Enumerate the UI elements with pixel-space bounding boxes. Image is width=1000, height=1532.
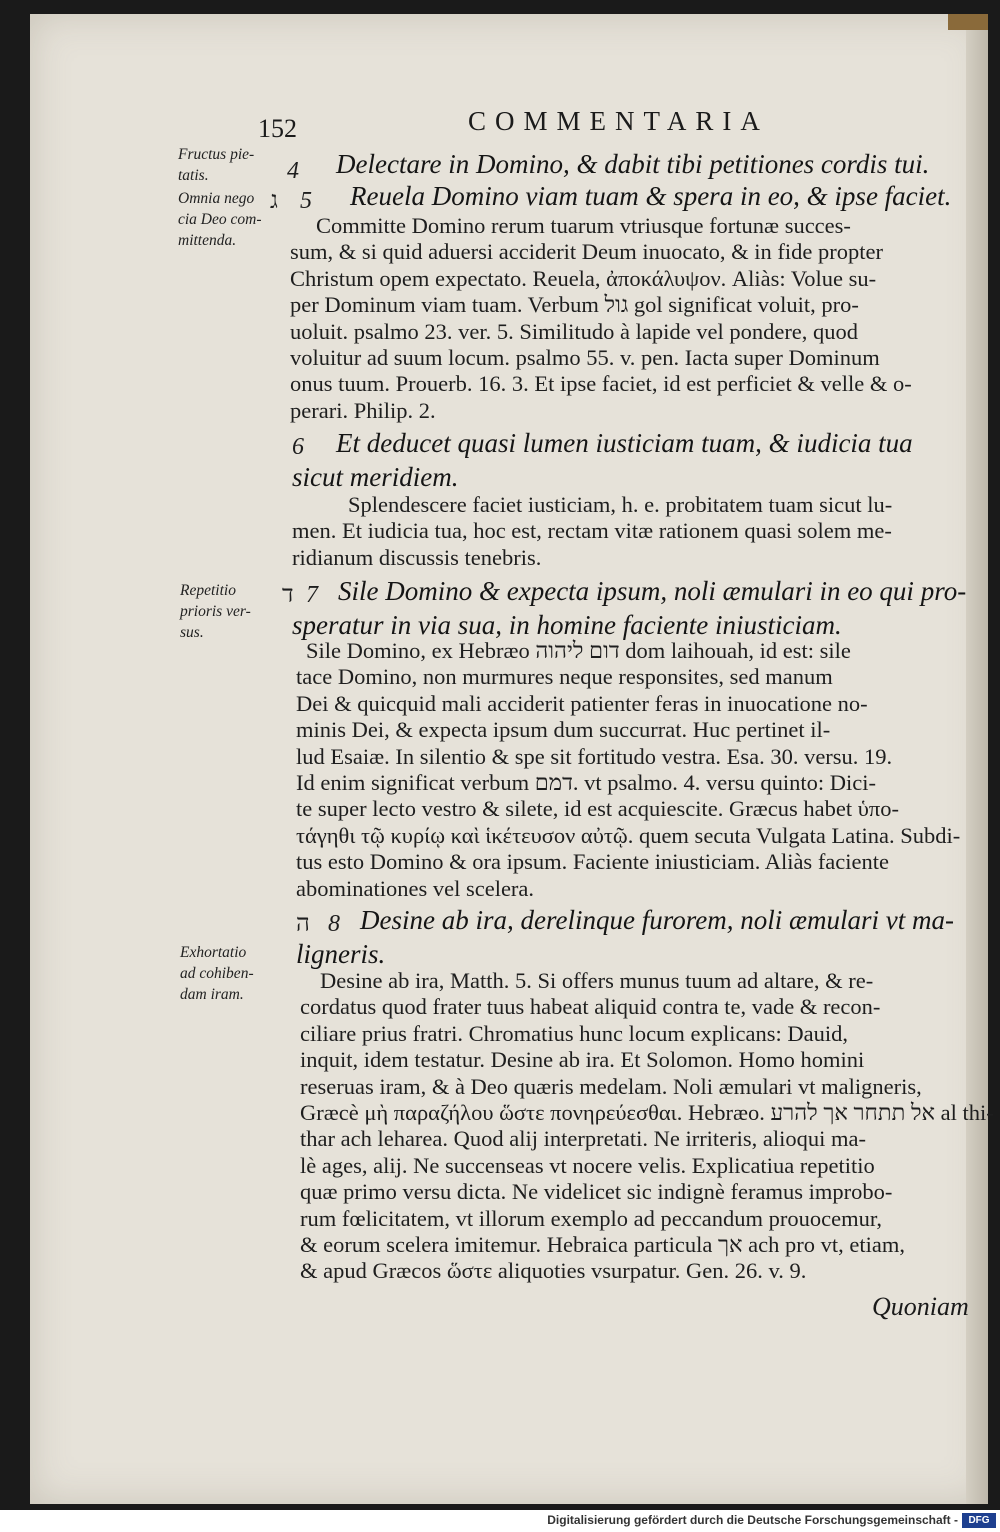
hebrew-letter: ד (282, 582, 294, 608)
commentary-line: Desine ab ira, Matth. 5. Si offers munus tuum ad altare, & re- (320, 968, 874, 993)
commentary-line: uoluit. psalmo 23. ver. 5. Similitudo à lapide vel pondere, quod (290, 318, 859, 344)
hebrew-letter: ה (296, 911, 310, 937)
commentary-line: Dei & quicquid mali acciderit patienter feras in inuocatione no- (296, 690, 868, 716)
commentary-line: voluitur ad suum locum. psalmo 55. v. pen. Iacta super Dominum (290, 344, 880, 370)
commentary-line: rum fœlicitatem, vt illorum exemplo ad peccandum prouocemur, (300, 1205, 883, 1231)
commentary-line: Sile Domino, ex Hebræo דום ליהוה dom laihouah, id est: sile (306, 638, 851, 663)
commentary-line: te super lecto vestro & silete, id est acquiescite. Græcus habet ὑπο- (296, 796, 899, 822)
dfg-logo: DFG (962, 1513, 996, 1528)
commentary-line: onus tuum. Prouerb. 16. 3. Et ipse faciet, id est perficiet & velle & o- (290, 371, 912, 397)
commentary-line: lud Esaiæ. In silentio & spe sit fortitudo vestra. Esa. 30. versu. 19. (296, 743, 893, 769)
commentary-line: men. Et iudicia tua, hoc est, rectam vitæ rationem quasi solem me- (292, 518, 892, 544)
commentary-line: per Dominum viam tuam. Verbum גול gol significat voluit, pro- (290, 292, 859, 318)
book-page (30, 14, 994, 1504)
verse-number: 8 (328, 911, 340, 937)
page-header (30, 106, 988, 146)
page-number: 152 (258, 114, 297, 143)
commentary-line: tus esto Domino & ora ipsum. Faciente iniusticiam. Aliàs faciente (296, 849, 890, 875)
verse-text: speratur in via sua, in homine faciente iniusticiam. (292, 610, 842, 640)
verse-number: 5 (300, 188, 312, 214)
verse-text: Et deducet quasi lumen iusticiam tuam, & iudicia tua (336, 428, 913, 458)
marginal-note: Exhortatio ad cohiben- dam iram. (180, 944, 254, 1003)
commentary-line: inquit, idem testatur. Desine ab ira. Et Solomon. Homo homini (300, 1047, 865, 1073)
verse-text: Reuela Domino viam tuam & spera in eo, & ipse faciet. (350, 181, 952, 211)
commentary-line: τάγηθι τῷ κυρίῳ καὶ ἱκέτευσον αὐτῷ. quem secuta Vulgata Latina. Subdi- (296, 822, 961, 848)
verse-text: Desine ab ira, derelinque furorem, noli æmulari vt ma- (360, 905, 954, 935)
commentary-line: sum, & si quid aduersi acciderit Deum inuocato, & in fide propter (290, 239, 883, 265)
commentary-line: Id enim significat verbum דמם. vt psalmo. 4. versu quinto: Dici- (296, 769, 876, 795)
running-title: COMMENTARIA (468, 106, 769, 136)
commentary-line: ciliare prius fratri. Chromatius hunc locum explicans: Dauid, (300, 1020, 848, 1046)
commentary-line: reseruas iram, & à Deo quæris medelam. Noli æmulari vt maligneris, (300, 1073, 922, 1099)
commentary-line: & apud Græcos ὥστε aliquoties vsurpatur. Gen. 26. v. 9. (300, 1258, 807, 1284)
marginal-note: Fructus pie- tatis. (178, 146, 255, 184)
footer (0, 1510, 1000, 1532)
commentary-line: abominationes vel scelera. (296, 875, 535, 901)
hebrew-letter: ג (270, 188, 278, 214)
commentary-line: Splendescere faciet iusticiam, h. e. probitatem tuam sicut lu- (348, 492, 893, 517)
verse-text: ligneris. (296, 939, 386, 969)
commentary-block (300, 968, 994, 1285)
commentary-line: quæ primo versu dicta. Ne videlicet sic indignè feramus improbo- (300, 1179, 893, 1205)
verse-number: 6 (292, 434, 304, 460)
commentary-line: ridianum discussis tenebris. (292, 544, 542, 570)
commentary-line: tace Domino, non murmures neque responsites, sed manum (296, 664, 833, 690)
verse-text: Sile Domino & expecta ipsum, noli æmulari in eo qui pro- (338, 576, 967, 606)
commentary-line: Christum opem expectato. Reuela, ἀποκάλυψον. Aliàs: Volue su- (290, 265, 877, 291)
marginal-note: Repetitio prioris ver- sus. (180, 582, 251, 641)
commentary-line: cordatus quod frater tuus habeat aliquid contra te, vade & recon- (300, 994, 881, 1020)
commentary-line: & eorum scelera imitemur. Hebraica particula אך ach pro vt, etiam, (300, 1231, 905, 1257)
funding-notice: Digitalisierung gefördert durch die Deutsche Forschungsgemeinschaft - (547, 1513, 958, 1527)
commentary-line: perari. Philip. 2. (290, 397, 436, 423)
commentary-line: lè ages, alij. Ne succenseas vt nocere velis. Explicatiua repetitio (300, 1152, 875, 1178)
commentary-line: minis Dei, & expecta ipsum dum succurrat. Huc pertinet il- (296, 717, 831, 743)
verse-text: Delectare in Domino, & dabit tibi petitiones cordis tui. (336, 149, 930, 179)
commentary-line: Græcè μὴ παραζήλου ὥστε πονηρεύεσθαι. Hebræo. אל תתחר אך להרע al thi- (300, 1099, 994, 1125)
verse-number: 4 (287, 158, 299, 184)
corner-mark (948, 14, 988, 30)
commentary-block (296, 638, 960, 902)
commentary-line: thar ach leharea. Quod alij interpretati. Ne irriteris, alioqui ma- (300, 1126, 867, 1152)
commentary-line: Committe Domino rerum tuarum vtriusque fortunæ succes- (316, 213, 851, 238)
catchword: Quoniam (872, 1292, 969, 1321)
verse-text: sicut meridiem. (292, 462, 459, 492)
marginal-note: Omnia nego cia Deo com- mittenda. (178, 190, 262, 249)
commentary-block (290, 213, 912, 424)
verse-number: 7 (306, 582, 318, 608)
commentary-block (292, 492, 892, 571)
